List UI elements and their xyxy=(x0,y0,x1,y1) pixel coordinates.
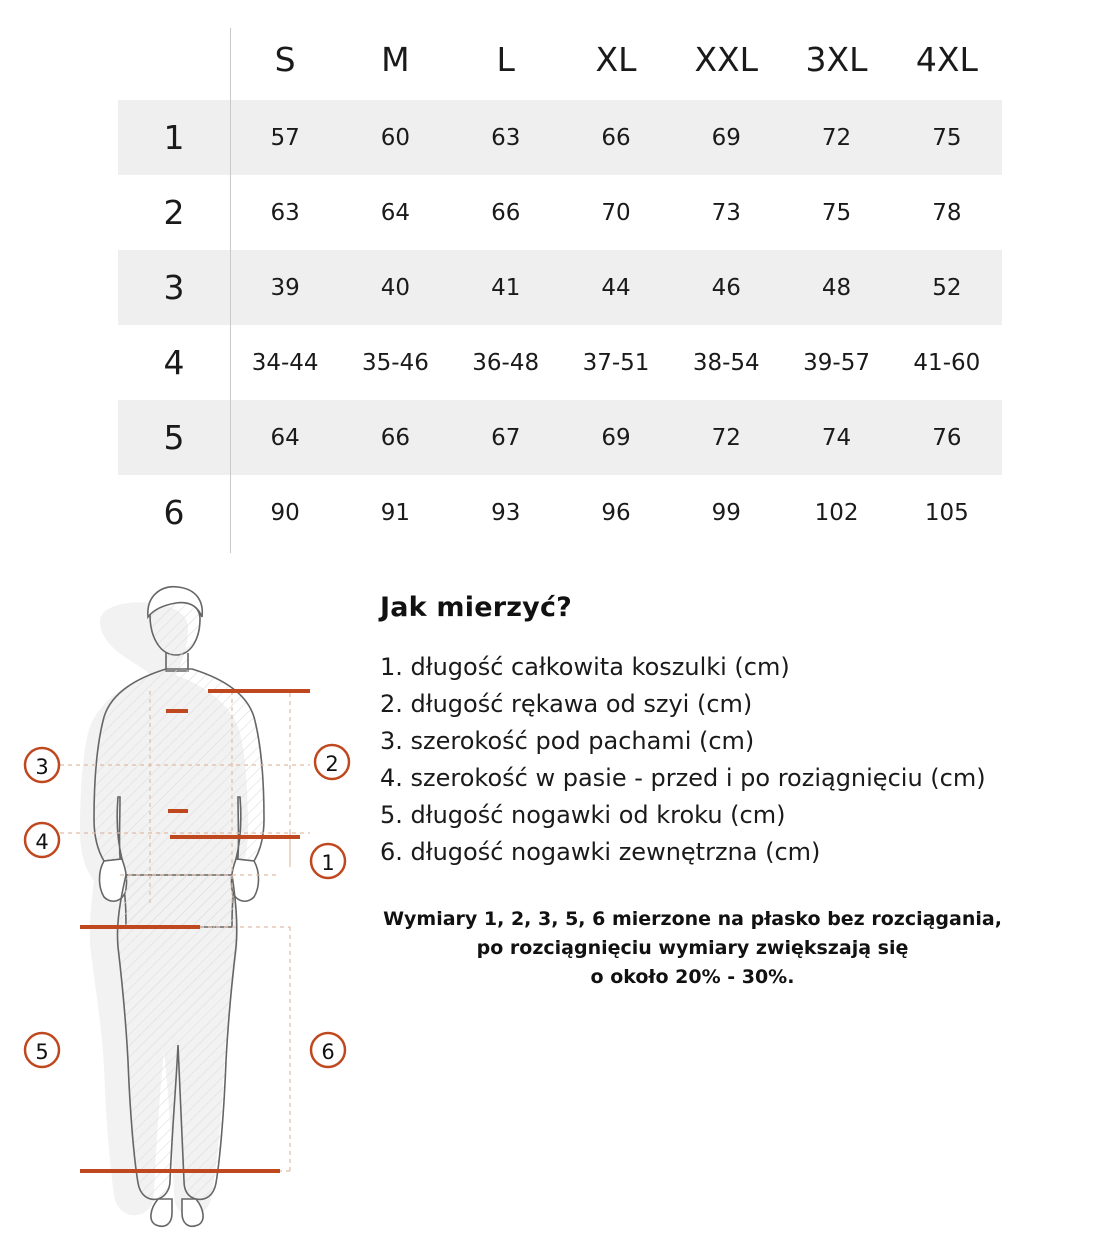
cell: 64 xyxy=(380,199,411,226)
cell: 70 xyxy=(601,199,631,226)
row-label: 2 xyxy=(163,193,185,232)
size-table-body xyxy=(118,100,1002,550)
marker-2 xyxy=(315,745,349,779)
cell: 52 xyxy=(892,250,1002,325)
svg-text:5: 5 xyxy=(35,1040,49,1064)
svg-text:1: 1 xyxy=(321,851,335,875)
cell: 35-46 xyxy=(362,349,429,376)
cell: 41-60 xyxy=(913,349,981,376)
svg-text:3: 3 xyxy=(35,755,49,779)
body-measurement-diagram xyxy=(0,575,380,1235)
size-table xyxy=(118,18,1002,550)
stretch-note xyxy=(380,905,1005,992)
cell: 69 xyxy=(671,100,781,175)
cell: 93 xyxy=(491,499,521,526)
marker-3 xyxy=(25,748,59,782)
stretch-note-line-1: Wymiary 1, 2, 3, 5, 6 mierzone na płasko bez rozciągania, xyxy=(383,908,1002,930)
cell: 39-57 xyxy=(803,349,870,376)
cell: 63 xyxy=(451,100,561,175)
cell: 57 xyxy=(230,100,340,175)
table-row xyxy=(118,250,1002,325)
cell: 39 xyxy=(230,250,340,325)
svg-text:6: 6 xyxy=(321,1040,335,1064)
column-header-s: S xyxy=(274,39,296,79)
measurement-list xyxy=(380,649,1100,871)
cell: 67 xyxy=(451,400,561,475)
cell: 41 xyxy=(451,250,561,325)
cell: 46 xyxy=(671,250,781,325)
how-to-measure-title: Jak mierzyć? xyxy=(380,592,573,623)
cell: 48 xyxy=(781,250,891,325)
cell: 66 xyxy=(491,199,521,226)
list-item: 2. długość rękawa od szyi (cm) xyxy=(380,690,753,718)
table-vertical-divider xyxy=(230,28,231,553)
how-to-measure-section xyxy=(380,592,1100,992)
cell: 63 xyxy=(270,199,300,226)
table-header-row xyxy=(118,18,1002,100)
marker-4 xyxy=(25,823,59,857)
table-row xyxy=(118,100,1002,175)
cell: 60 xyxy=(340,100,450,175)
row-label: 5 xyxy=(118,400,230,475)
marker-1 xyxy=(311,844,345,878)
cell: 72 xyxy=(671,400,781,475)
list-item: 6. długość nogawki zewnętrzna (cm) xyxy=(380,838,821,866)
cell: 64 xyxy=(230,400,340,475)
cell: 75 xyxy=(821,199,852,226)
row-label: 3 xyxy=(118,250,230,325)
cell: 40 xyxy=(340,250,450,325)
cell: 76 xyxy=(892,400,1002,475)
cell: 69 xyxy=(561,400,671,475)
column-header-m: M xyxy=(381,39,410,79)
row-label: 4 xyxy=(163,343,185,382)
svg-text:2: 2 xyxy=(325,752,339,776)
cell: 38-54 xyxy=(692,349,760,376)
cell: 72 xyxy=(781,100,891,175)
svg-text:4: 4 xyxy=(35,830,49,854)
cell: 44 xyxy=(561,250,671,325)
cell: 105 xyxy=(924,499,969,526)
cell: 78 xyxy=(932,199,962,226)
cell: 74 xyxy=(781,400,891,475)
cell: 90 xyxy=(270,499,300,526)
marker-6 xyxy=(311,1033,345,1067)
cell: 34-44 xyxy=(251,349,319,376)
stretch-note-line-2: po rozciągnięciu wymiary zwiększają się xyxy=(476,937,909,959)
marker-5 xyxy=(25,1033,59,1067)
size-table-header xyxy=(118,18,1002,100)
column-header-3xl: 3XL xyxy=(805,39,868,79)
row-label: 1 xyxy=(118,100,230,175)
list-item: 1. długość całkowita koszulki (cm) xyxy=(380,653,790,681)
column-header-4xl: 4XL xyxy=(915,39,978,79)
cell: 73 xyxy=(711,199,741,226)
cell: 36-48 xyxy=(472,349,540,376)
table-row xyxy=(118,400,1002,475)
table-row xyxy=(118,475,1002,550)
stretch-note-line-3: o około 20% - 30%. xyxy=(590,966,795,988)
table-row xyxy=(118,325,1002,400)
cell: 96 xyxy=(601,499,631,526)
list-item: 3. szerokość pod pachami (cm) xyxy=(380,727,755,755)
column-header-l: L xyxy=(496,39,515,79)
cell: 102 xyxy=(814,499,859,526)
cell: 91 xyxy=(380,499,411,526)
cell: 66 xyxy=(340,400,450,475)
cell: 99 xyxy=(711,499,741,526)
cell: 37-51 xyxy=(582,349,650,376)
column-header-xl: XL xyxy=(595,39,637,79)
cell: 75 xyxy=(892,100,1002,175)
list-item: 5. długość nogawki od kroku (cm) xyxy=(380,801,786,829)
row-label-header xyxy=(118,18,230,100)
column-header-xxl: XXL xyxy=(694,39,759,79)
list-item: 4. szerokość w pasie - przed i po roziągnięciu (cm) xyxy=(380,764,986,792)
cell: 66 xyxy=(561,100,671,175)
table-row xyxy=(118,175,1002,250)
size-table-container xyxy=(118,18,1002,550)
row-label: 6 xyxy=(163,493,185,532)
